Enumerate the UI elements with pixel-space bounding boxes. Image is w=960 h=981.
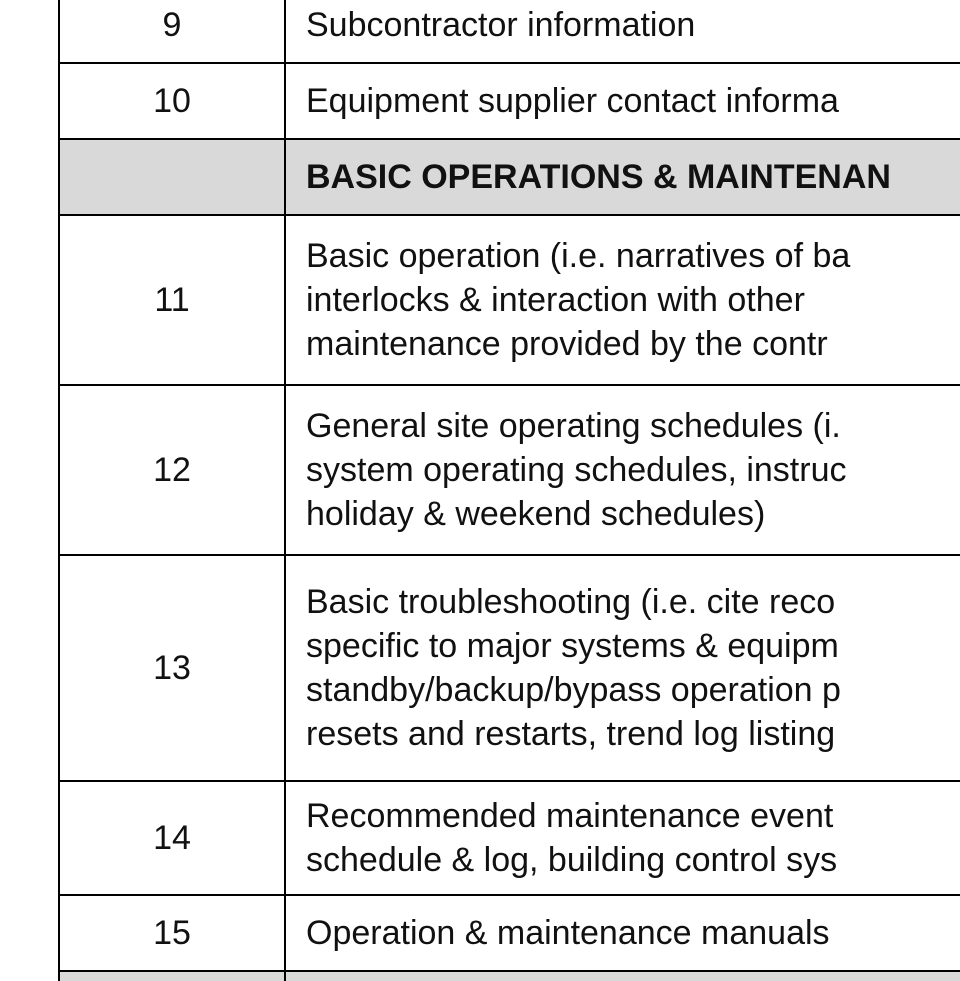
item-description-line: Basic operation (i.e. narratives of ba <box>306 237 851 275</box>
section-header-row <box>59 139 960 215</box>
table-row <box>59 895 960 971</box>
table-row <box>59 63 960 139</box>
item-number: 11 <box>59 215 285 385</box>
table-row <box>59 385 960 555</box>
item-description-line: holiday & weekend schedules) <box>306 495 766 533</box>
section-number-cell <box>59 139 285 215</box>
item-number: 14 <box>59 781 285 895</box>
item-description-line: schedule & log, building control sys <box>306 841 838 879</box>
item-description-line: Recommended maintenance event <box>306 797 834 835</box>
item-description-line: interlocks & interaction with other <box>306 281 805 319</box>
item-number: 10 <box>59 63 285 139</box>
item-number: 9 <box>59 0 285 63</box>
item-description-line: Operation & maintenance manuals <box>306 914 830 952</box>
item-description-line: Equipment supplier contact informa <box>306 82 839 120</box>
section-title <box>285 971 960 981</box>
item-description-line: standby/backup/bypass operation p <box>306 671 841 709</box>
item-description-line: maintenance provided by the contr <box>306 325 828 363</box>
item-description-line: system operating schedules, instruc <box>306 451 847 489</box>
item-number: 12 <box>59 385 285 555</box>
checklist-table <box>58 0 960 981</box>
section-number-cell <box>59 971 285 981</box>
item-number: 15 <box>59 895 285 971</box>
item-description-line: resets and restarts, trend log listing <box>306 715 836 753</box>
table-row <box>59 0 960 63</box>
item-description <box>285 895 960 971</box>
table-row <box>59 555 960 781</box>
section-title <box>285 139 960 215</box>
item-description <box>285 555 960 781</box>
item-description-line: Basic troubleshooting (i.e. cite reco <box>306 583 836 621</box>
item-description-line: specific to major systems & equipm <box>306 627 839 665</box>
item-description <box>285 215 960 385</box>
item-description <box>285 63 960 139</box>
table-row <box>59 215 960 385</box>
item-description-line: General site operating schedules (i. <box>306 407 841 445</box>
section-title-text: BASIC OPERATIONS & MAINTENAN <box>306 158 891 196</box>
item-description <box>285 385 960 555</box>
item-description-line: Subcontractor information <box>306 6 696 44</box>
section-header-row <box>59 971 960 981</box>
table-row <box>59 781 960 895</box>
item-number: 13 <box>59 555 285 781</box>
item-description <box>285 781 960 895</box>
item-description <box>285 0 960 63</box>
